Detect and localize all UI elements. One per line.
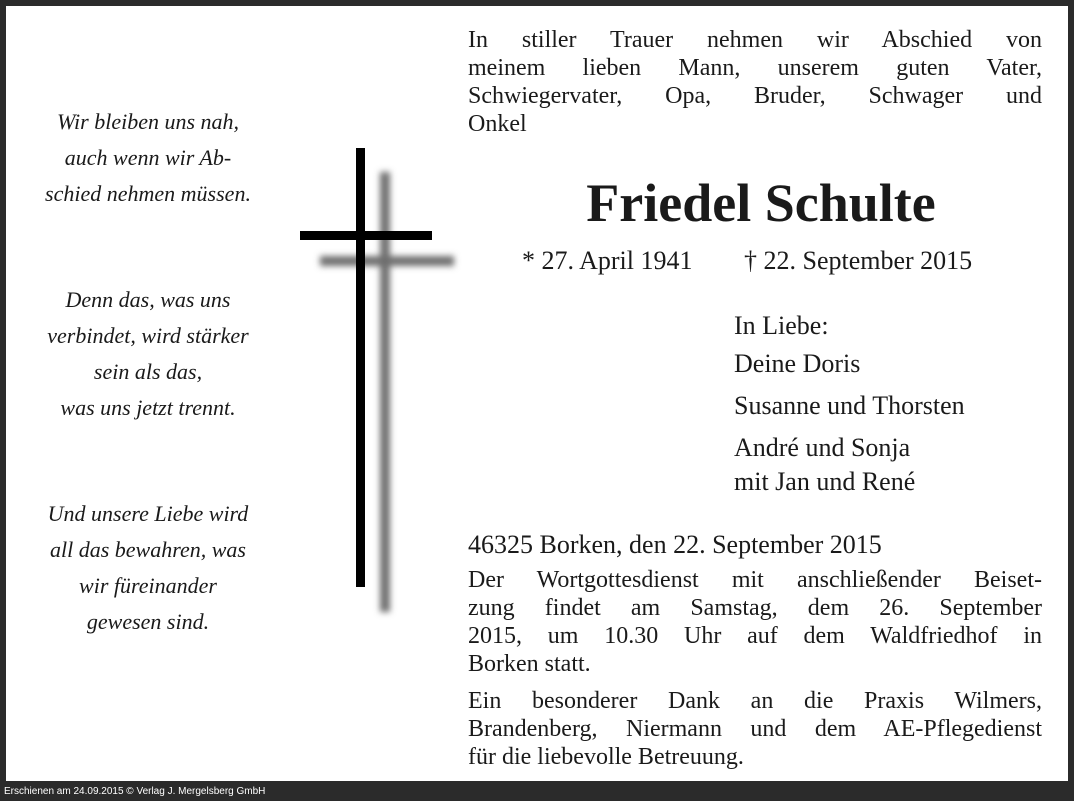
verse-line: Und unsere Liebe wird: [47, 501, 249, 526]
intro-line: meinem lieben Mann, unserem guten Vater,: [468, 55, 1042, 81]
intro-line: In stiller Trauer nehmen wir Abschied von: [468, 27, 1042, 53]
verse-2: [18, 282, 278, 426]
intro-text: [468, 26, 1042, 138]
verse-line: verbindet, wird stärker: [47, 323, 249, 348]
service-line: 2015, um 10.30 Uhr auf dem Waldfriedhof in: [468, 623, 1042, 649]
family-member: André und Sonja: [734, 433, 911, 462]
thanks-line: Ein besonderer Dank an die Praxis Wilmers,: [468, 688, 1042, 714]
death-date: † 22. September 2015: [744, 246, 973, 275]
cross-shape: [300, 148, 432, 587]
verse-line: gewesen sind.: [86, 609, 210, 634]
birth-date: * 27. April 1941: [522, 246, 693, 275]
place-date: 46325 Borken, den 22. September 2015: [468, 530, 882, 559]
cross-icon: [294, 142, 464, 622]
verse-line: wir füreinander: [79, 573, 217, 598]
family-member: mit Jan und René: [734, 467, 916, 496]
verse-line: auch wenn wir Ab-: [64, 145, 232, 170]
service-line: Borken statt.: [468, 651, 591, 677]
family-member: Deine Doris: [734, 349, 861, 378]
verse-line: Wir bleiben uns nah,: [56, 109, 240, 134]
service-line: Der Wortgottesdienst mit anschließender Beiset-: [468, 567, 1042, 593]
thanks-line: für die liebevolle Betreuung.: [468, 744, 744, 770]
verse-line: schied nehmen müssen.: [45, 181, 251, 206]
verse-line: sein als das,: [93, 359, 203, 384]
verse-line: all das bewahren, was: [50, 537, 246, 562]
family-member: Susanne und Thorsten: [734, 391, 965, 420]
verse-line: Denn das, was uns: [65, 287, 231, 312]
service-info: [468, 566, 1042, 678]
publication-note: Erschienen am 24.09.2015 © Verlag J. Mergelsberg GmbH: [4, 786, 266, 797]
deceased-name: Friedel Schulte: [586, 173, 936, 233]
verse-3: [18, 496, 278, 640]
service-line: zung findet am Samstag, dem 26. September: [468, 595, 1042, 621]
verse-1: [18, 104, 278, 212]
verse-line: was uns jetzt trennt.: [60, 395, 236, 420]
footer-bar: [0, 781, 1074, 801]
intro-line: Onkel: [468, 111, 527, 137]
thanks-text: [468, 687, 1042, 771]
thanks-line: Brandenberg, Niermann und dem AE-Pflegedienst: [468, 716, 1042, 742]
obituary-page: [6, 6, 1068, 781]
family-heading: In Liebe:: [734, 311, 829, 340]
intro-line: Schwiegervater, Opa, Bruder, Schwager und: [468, 83, 1042, 109]
